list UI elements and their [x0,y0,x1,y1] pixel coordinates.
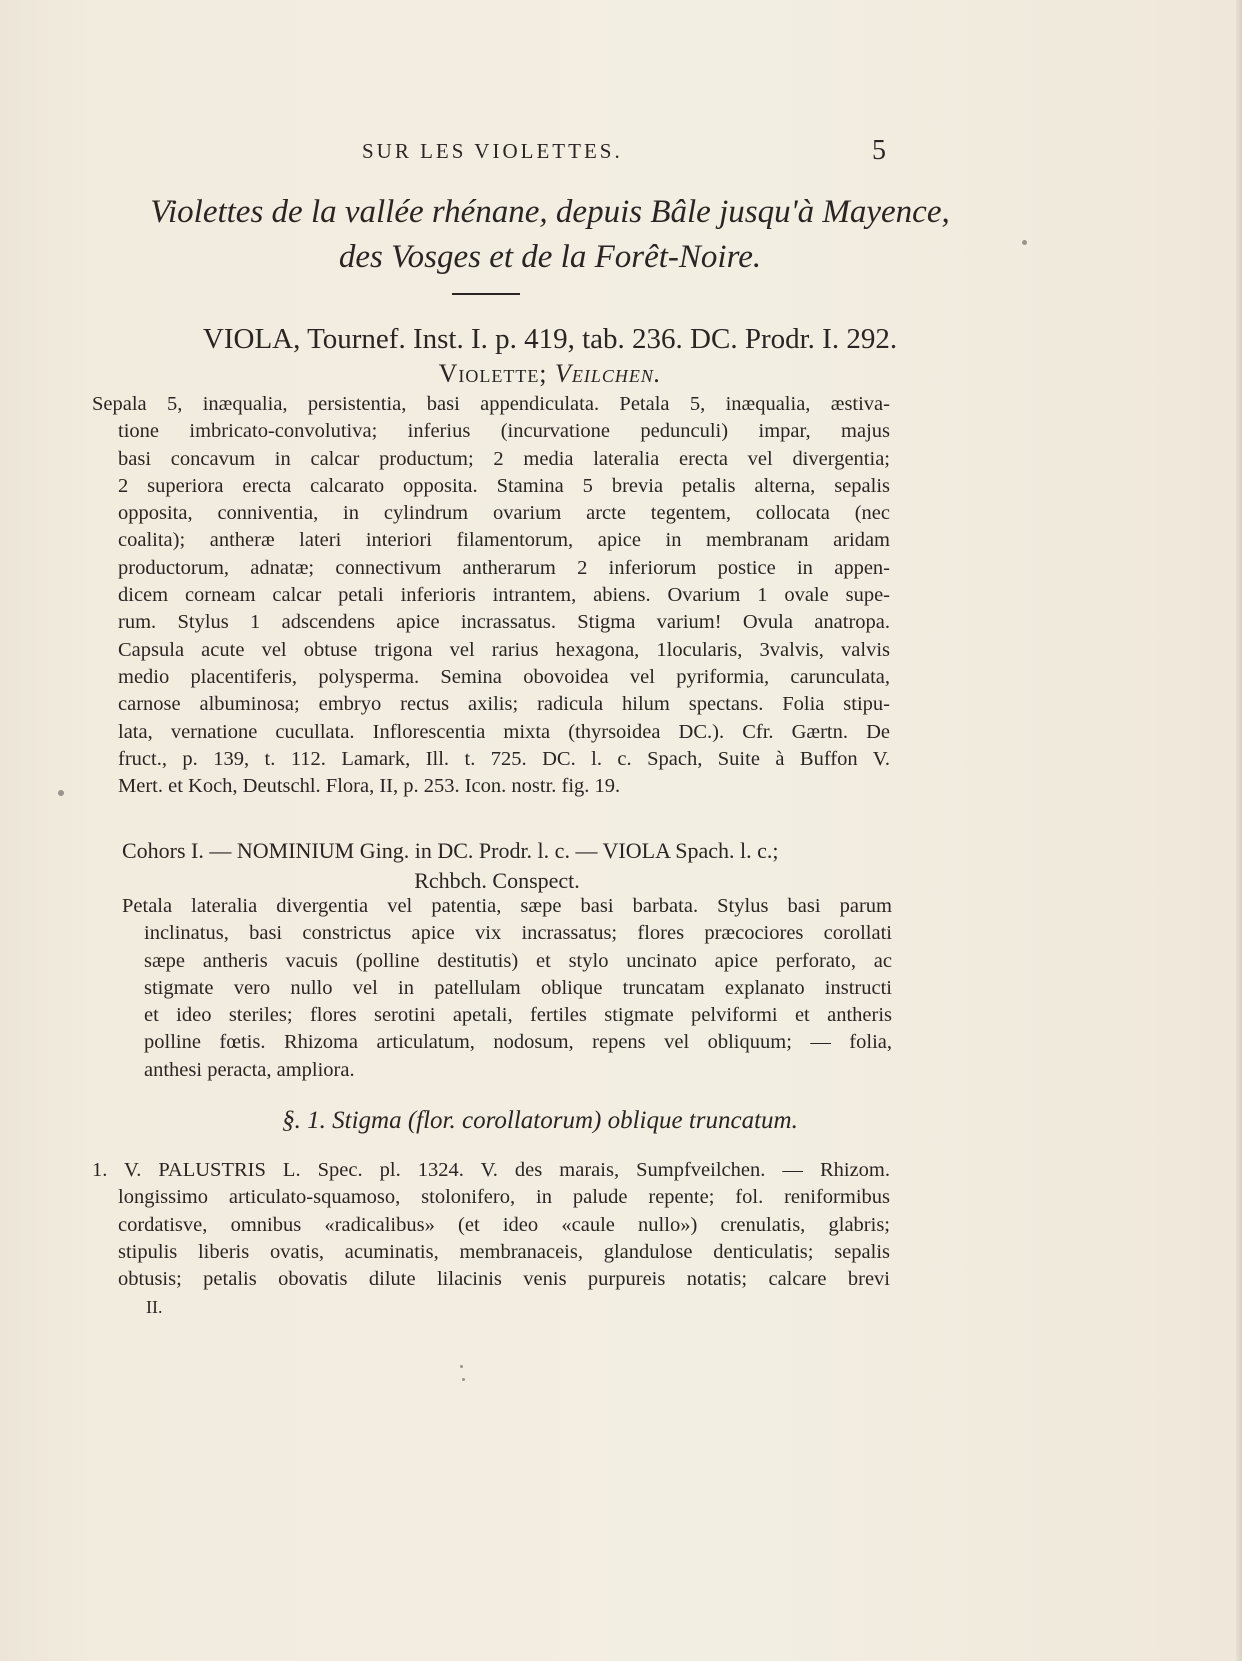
text-line: cordatisve, omnibus «radicalibus» (et ideo «caule nullo») crenulatis, glabris; [118,1213,890,1236]
text-line: obtusis; petalis obovatis dilute lilacinis venis purpureis notatis; calcare brevi [118,1268,890,1291]
genus-subheading [100,359,1000,389]
genus-german-name: Veilchen. [555,359,662,388]
title-rule [452,293,520,295]
page-number: 5 [872,135,886,166]
text-line: Capsula acute vel obtuse trigona vel rarius hexagona, 1locularis, 3valvis, valvis [118,638,890,661]
text-line: basi concavum in calcar productum; 2 media lateralia erecta vel divergentia; [118,447,890,470]
text-line: inclinatus, basi constrictus apice vix incrassatus; flores præcociores corollati [144,922,892,945]
genus-heading: VIOLA, Tournef. Inst. I. p. 419, tab. 236. DC. Prodr. I. 292. [202,323,898,355]
text-line: anthesi peracta, ampliora. [144,1058,355,1081]
page-edge [1236,0,1242,1661]
signature-mark: II. [146,1297,163,1317]
cohors-line: Rchbch. Conspect. [414,868,580,893]
text-line: fruct., p. 139, t. 112. Lamark, Ill. t. 725. DC. l. c. Spach, Suite à Buffon V. [118,747,890,770]
section-heading: §. 1. Stigma (flor. corollatorum) oblique truncatum. [282,1107,798,1134]
text-line: longissimo articulato-squamoso, stolonifero, in palude repente; fol. reniformibus [118,1186,890,1209]
text-line: medio placentiferis, polysperma. Semina obovoidea vel pyriformia, carunculata, [118,665,890,688]
running-title: SUR LES VIOLETTES. [362,139,623,163]
text-line: polline fœtis. Rhizoma articulatum, nodosum, repens vel obliquum; — folia, [144,1031,892,1054]
cohors-heading [122,836,892,896]
text-line: productorum, adnatæ; connectivum antherarum 2 inferiorum postice in appen- [118,556,890,579]
text-line: stipulis liberis ovatis, acuminatis, membranaceis, glandulose denticulatis; sepalis [118,1240,890,1263]
species-description [92,1157,890,1293]
genus-french-name: Violette; [438,359,548,388]
chapter-title [100,190,1000,280]
text-line: 2 superiora erecta calcarato opposita. Stamina 5 brevia petalis alterna, sepalis [118,474,890,497]
text-line: 1. V. PALUSTRIS L. Spec. pl. 1324. V. des marais, Sumpfveilchen. — Rhizom. [92,1159,890,1181]
running-head [0,135,1242,169]
text-line: stigmate vero nullo vel in patellulam oblique truncatam explanato instructi [144,976,892,999]
text-line: lata, vernatione cucullata. Inflorescentia mixta (thyrsoidea DC.). Cfr. Gærtn. De [118,720,890,743]
cohors-description [122,893,892,1084]
text-line: et ideo steriles; flores serotini apetali, fertiles stigmate pelviformi et antheris [144,1004,892,1027]
text-line: coalita); antheræ lateri interiori filamentorum, apice in membranam aridam [118,529,890,552]
text-line: Mert. et Koch, Deutschl. Flora, II, p. 253. Icon. nostr. fig. 19. [118,775,621,798]
chapter-title-line: des Vosges et de la Forêt-Noire. [338,239,762,275]
cohors-line: Cohors I. — NOMINIUM Ging. in DC. Prodr. l. c. — VIOLA Spach. l. c.; [122,838,779,863]
paper-speck [58,790,64,796]
text-line: Petala lateralia divergentia vel patentia, sæpe basi barbata. Stylus basi parum [122,895,892,917]
genus-description [92,391,890,800]
text-line: opposita, conniventia, in cylindrum ovarium arcte tegentem, collocata (nec [118,502,890,525]
paper-speck [1022,240,1027,245]
text-line: Sepala 5, inæqualia, persistentia, basi appendiculata. Petala 5, inæqualia, æstiva- [92,393,890,415]
paper-speck [462,1378,465,1381]
paper-speck [460,1365,463,1368]
text-line: tione imbricato-convolutiva; inferius (incurvatione pedunculi) impar, majus [118,420,890,443]
text-line: carnose albuminosa; embryo rectus axilis; radicula hilum spectans. Folia stipu- [118,693,890,716]
text-line: rum. Stylus 1 adscendens apice incrassatus. Stigma varium! Ovula anatropa. [118,611,890,634]
text-line: sæpe antheris vacuis (polline destitutis) et stylo uncinato apice perforato, ac [144,949,892,972]
text-line: dicem corneam calcar petali inferioris intrantem, abiens. Ovarium 1 ovale supe- [118,584,890,607]
chapter-title-line: Violettes de la vallée rhénane, depuis Bâle jusqu'à Mayence, [150,194,950,230]
